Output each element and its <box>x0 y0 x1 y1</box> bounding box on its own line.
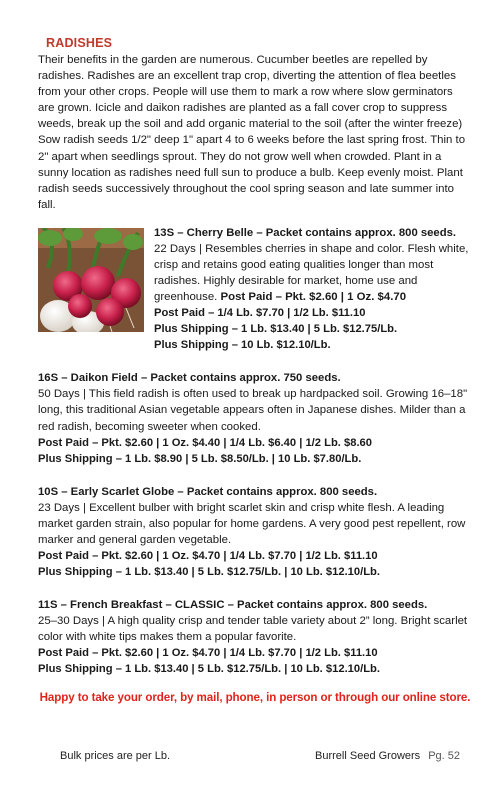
product-daikon-field <box>38 370 472 466</box>
section-title: RADISHES <box>46 36 113 50</box>
product-description: 25–30 Days | A high quality crisp and tender table variety about 2” long. Bright scarlet color with white tips makes them a popular favorite. <box>38 614 468 643</box>
price-line: Plus Shipping – 1 Lb. $8.90 | 5 Lb. $8.50/Lb. | 10 Lb. $7.80/Lb. <box>38 452 362 465</box>
bulk-price-note: Bulk prices are per Lb. <box>60 750 171 762</box>
price-line: Post Paid – Pkt. $2.60 | 1 Oz. $4.40 | 1/4 Lb. $6.40 | 1/2 Lb. $8.60 <box>38 436 372 449</box>
page-footer <box>60 750 460 762</box>
price-line: Plus Shipping – 1 Lb. $13.40 | 5 Lb. $12.75/Lb. <box>154 323 398 336</box>
product-early-scarlet-globe <box>38 484 472 580</box>
company-name: Burrell Seed Growers <box>315 750 421 762</box>
section-intro: Their benefits in the garden are numerous. Cucumber beetles are repelled by radishes. Radishes are an excellent trap crop, diverting the attention of flea beetles from your other crops. People will use them to mark a row where slow germinators are grown. Icicle and daikon radishes are planted as a fall cover crop to suppress weeds, break up the soil and add organic material to the soil (after the winter freeze) Sow radish seeds 1/2" deep 1" apart 4 to 6 weeks before the last spring frost. Thin to 2" apart when seedlings sprout. They do not grow well when crowded. Plant in a sunny location as radishes need full sun to produce a bulb. Keep evenly moist. Plant radish seeds successively throughout the cool spring season and late summer into fall. <box>38 54 466 211</box>
price-line: Plus Shipping – 1 Lb. $13.40 | 5 Lb. $12.75/Lb. | 10 Lb. $12.10/Lb. <box>38 565 380 578</box>
product-title: 10S – Early Scarlet Globe – Packet contains approx. 800 seeds. <box>38 485 378 498</box>
catalog-page <box>38 36 472 704</box>
product-title: 16S – Daikon Field – Packet contains approx. 750 seeds. <box>38 372 341 385</box>
product-description: 23 Days | Excellent bulber with bright scarlet skin and crisp white flesh. A leading market garden strain, also popular for home gardens. A very good pest repellent, row marker and general garden vegetable. <box>38 501 466 546</box>
page-number: Pg. 52 <box>428 750 460 762</box>
featured-text <box>154 225 472 353</box>
product-description: 50 Days | This field radish is often used to break up hardpacked soil. Growing 16–18" long, this traditional Asian vegetable appears often in Japanese dishes. Milder than a red radish, becoming sweeter when cooked. <box>38 388 468 433</box>
footer-right <box>315 750 460 762</box>
product-french-breakfast <box>38 597 472 677</box>
radish-image <box>38 228 144 332</box>
price-line: Plus Shipping – 1 Lb. $13.40 | 5 Lb. $12.75/Lb. | 10 Lb. $12.10/Lb. <box>38 663 380 676</box>
product-title: 13S – Cherry Belle – Packet contains approx. 800 seeds. <box>154 226 457 239</box>
price-line: Post Paid – Pkt. $2.60 | 1 Oz. $4.70 <box>220 291 407 304</box>
cherry-belle-photo <box>38 228 144 332</box>
order-notice: Happy to take your order, by mail, phone, in person or through our online store. <box>39 691 471 705</box>
price-line: Post Paid – Pkt. $2.60 | 1 Oz. $4.70 | 1/4 Lb. $7.70 | 1/2 Lb. $11.10 <box>38 647 378 660</box>
product-description-text: 22 Days | Resembles cherries in shape and color. Flesh white, crisp and retains good eating qualities longer than most radishes. Highly desirable for market, home use and greenhouse. <box>154 242 469 304</box>
price-line: Post Paid – Pkt. $2.60 | 1 Oz. $4.70 | 1/4 Lb. $7.70 | 1/2 Lb. $11.10 <box>38 549 378 562</box>
product-description <box>154 241 472 305</box>
featured-product <box>38 225 472 353</box>
product-title: 11S – French Breakfast – CLASSIC – Packet contains approx. 800 seeds. <box>38 598 428 611</box>
price-line: Plus Shipping – 10 Lb. $12.10/Lb. <box>154 339 331 352</box>
price-line: Post Paid – 1/4 Lb. $7.70 | 1/2 Lb. $11.10 <box>154 307 366 320</box>
